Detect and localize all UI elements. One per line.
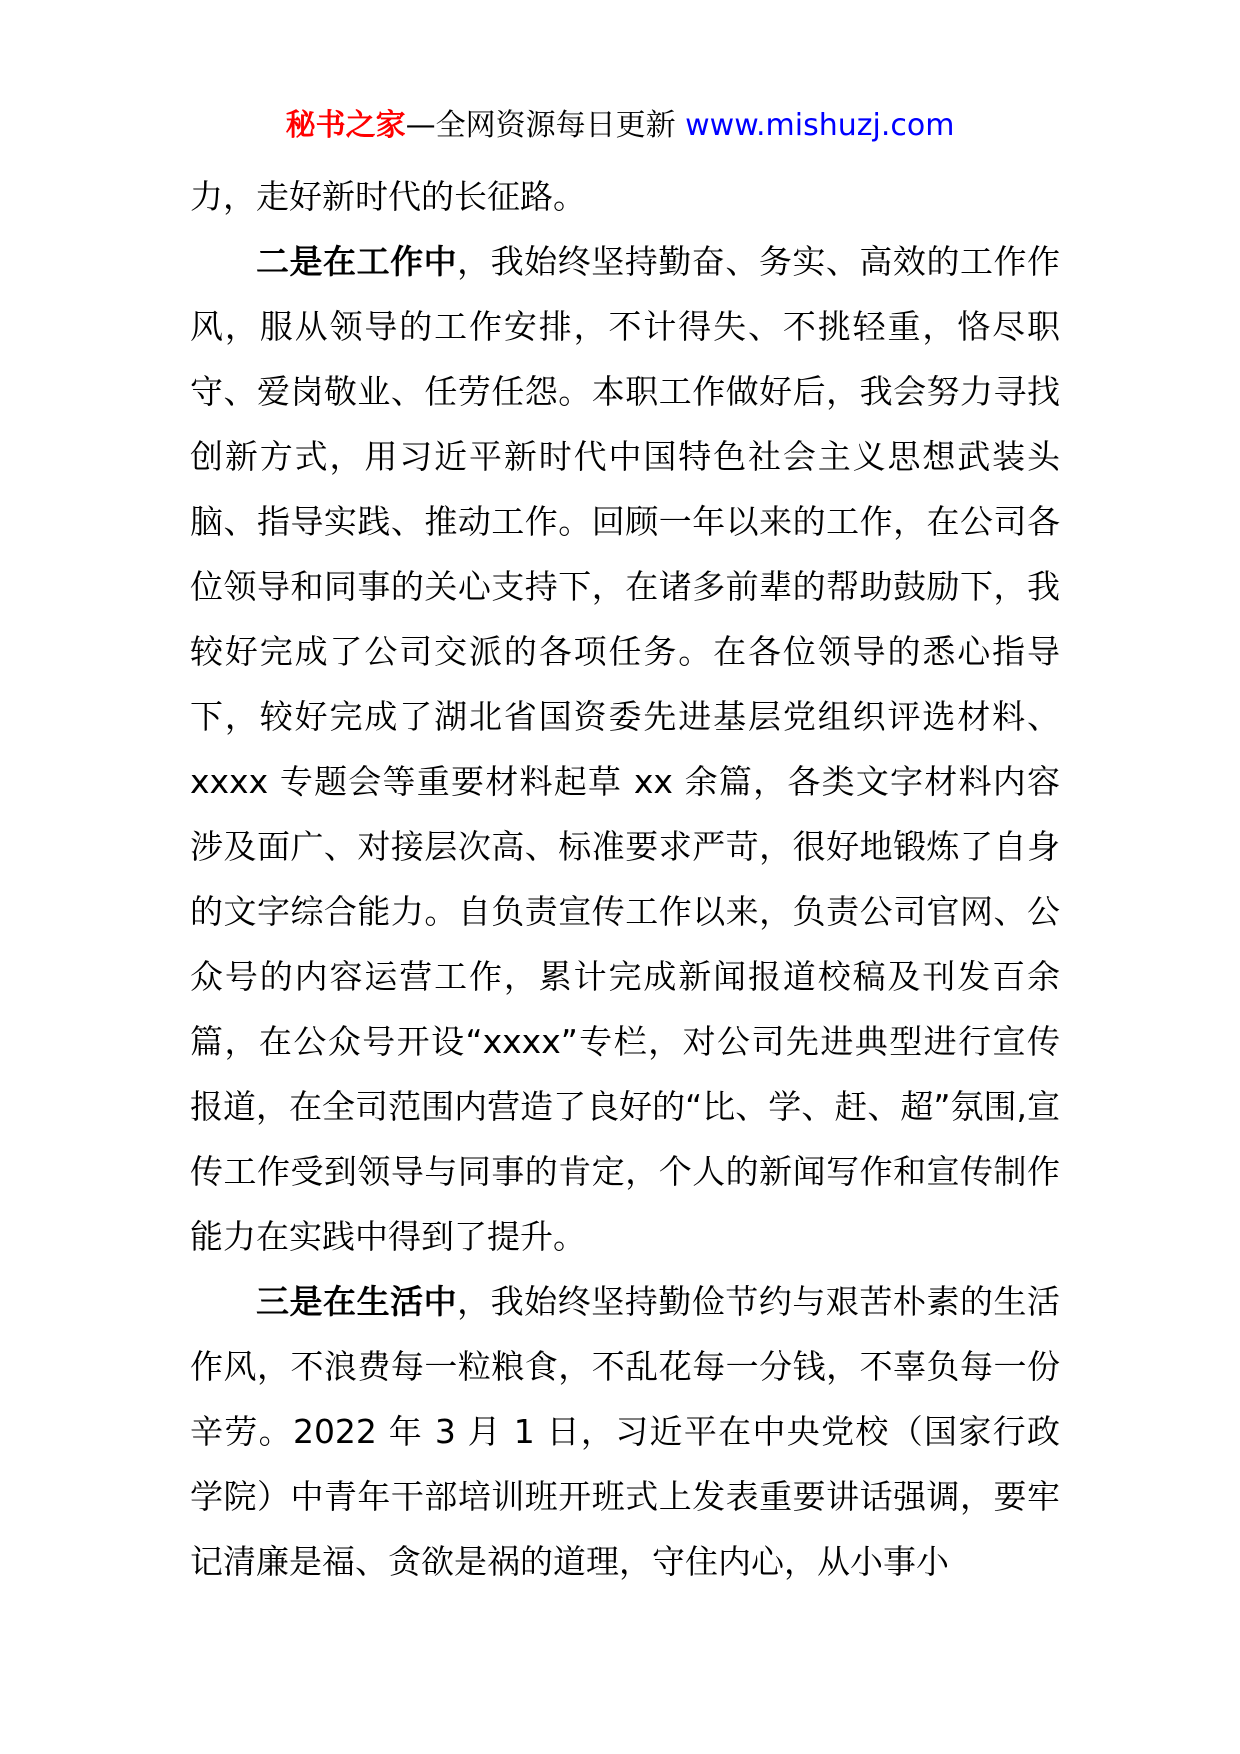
paragraph-lead: 三是在生活中 [256,1282,458,1321]
paragraph-lead: 二是在工作中 [256,242,458,281]
header-tagline: —全网资源每日更新 [405,108,686,143]
site-url-link[interactable]: www.mishuzj.com [685,108,955,143]
paragraph-continued [190,164,1060,229]
paragraph-work [190,229,1060,1269]
paragraph-text: 力，走好新时代的长征路。 [190,177,586,216]
document-body [190,164,1060,1594]
paragraph-text: ，我始终坚持勤俭节约与艰苦朴素的生活作风，不浪费每一粒粮食，不乱花每一分钱，不辜负每一份辛劳。2022 年 3 月 1 日，习近平在中央党校（国家行政学院）中青年干部培训班开班式上发表重要讲话强调，要牢记清廉是福、贪欲是祸的道理，守住内心，从小事小 [190,1282,1061,1581]
brand-name: 秘书之家 [285,108,406,143]
paragraph-text: ，我始终坚持勤奋、务实、高效的工作作风，服从领导的工作安排，不计得失、不挑轻重，恪尽职守、爱岗敬业、任劳任怨。本职工作做好后，我会努力寻找创新方式，用习近平新时代中国特色社会主义思想武装头脑、指导实践、推动工作。回顾一年以来的工作，在公司各位领导和同事的关心支持下，在诸多前辈的帮助鼓励下，我较好完成了公司交派的各项任务。在各位领导的悉心指导下，较好完成了湖北省国资委先进基层党组织评选材料、xxxx 专题会等重要材料起草 xx 余篇，各类文字材料内容涉及面广、对接层次高、标准要求严苛，很好地锻炼了自身的文字综合能力。自负责宣传工作以来，负责公司官网、公众号的内容运营工作，累计完成新闻报道校稿及刊发百余篇，在公众号开设“xxxx”专栏，对公司先进典型进行宣传报道，在全司范围内营造了良好的“比、学、赶、超”氛围,宣传工作受到领导与同事的肯定，个人的新闻写作和宣传制作能力在实践中得到了提升。 [190,242,1061,1256]
site-header [0,104,1240,148]
paragraph-life [190,1269,1060,1594]
